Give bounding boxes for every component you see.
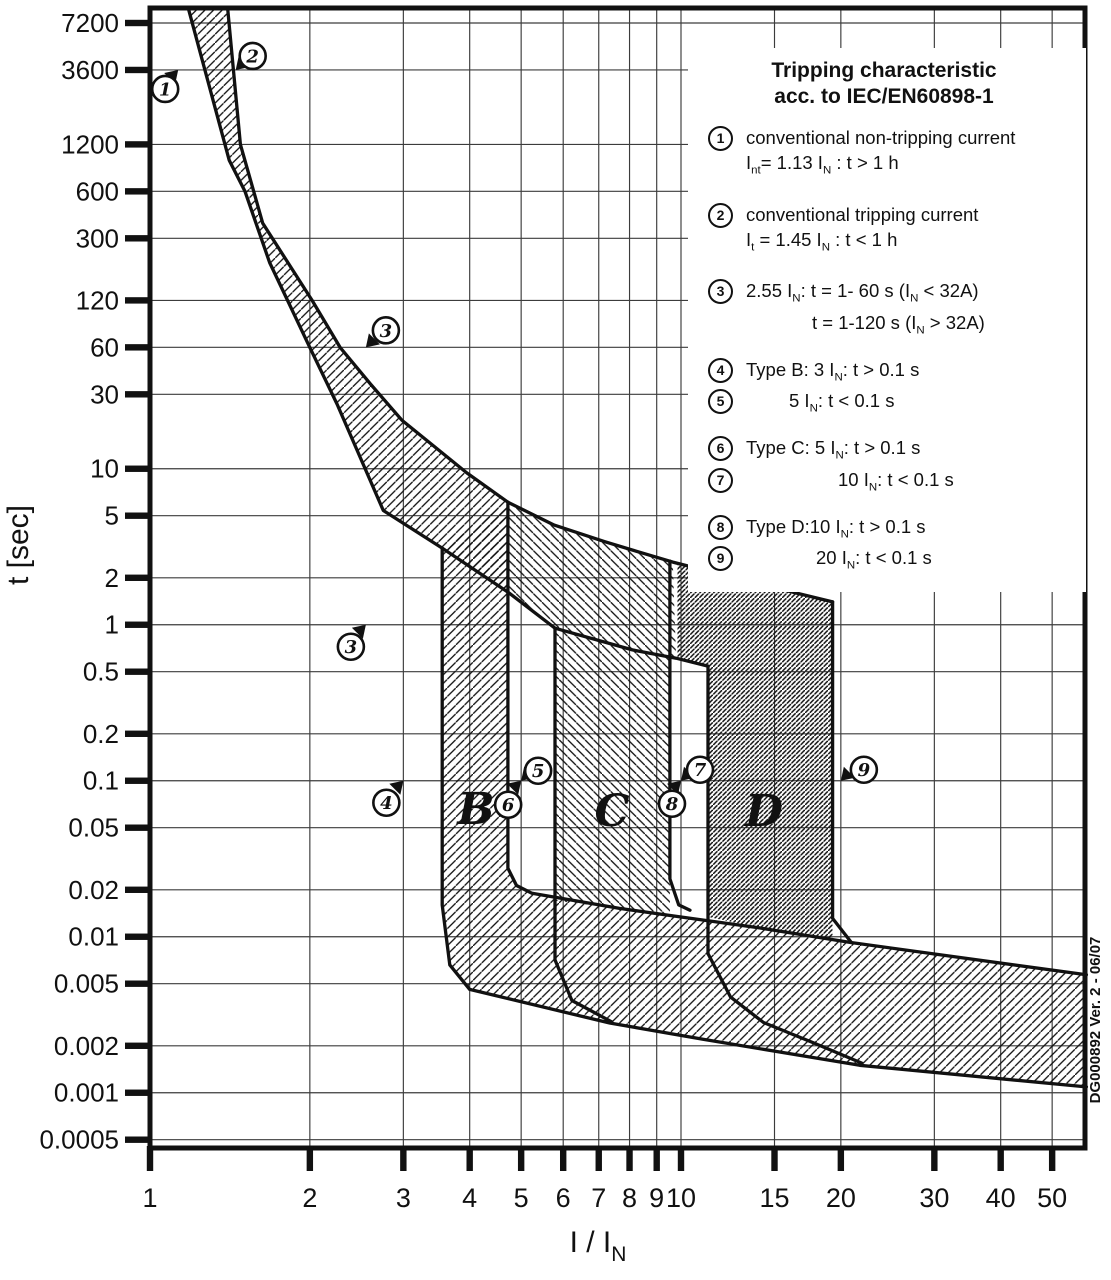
- svg-text:0.1: 0.1: [82, 765, 119, 796]
- legend-title-line2: acc. to IEC/EN60898-1: [774, 85, 994, 108]
- legend-number-8-icon: 8: [708, 515, 733, 540]
- svg-text:0.001: 0.001: [53, 1077, 119, 1108]
- type-letter-C: C: [594, 786, 630, 837]
- svg-text:1200: 1200: [61, 129, 119, 160]
- svg-text:3: 3: [344, 637, 358, 659]
- svg-text:5: 5: [513, 1183, 529, 1213]
- legend-number-5-icon: 5: [708, 389, 733, 414]
- legend-row-text: 20 $I_N$: t < 0.1 s: [816, 547, 932, 572]
- x-axis-title: I / $I_N$: [569, 1226, 627, 1266]
- legend-box: [688, 48, 1086, 592]
- marker-7: [681, 757, 713, 783]
- svg-text:0.005: 0.005: [53, 968, 119, 999]
- svg-text:0.002: 0.002: [53, 1030, 119, 1061]
- svg-text:10: 10: [665, 1183, 697, 1213]
- svg-text:3: 3: [395, 1183, 411, 1213]
- svg-text:7: 7: [693, 760, 707, 782]
- type-letter-D: D: [744, 786, 784, 837]
- svg-text:4: 4: [462, 1183, 478, 1213]
- legend-number-9-icon: 9: [708, 546, 733, 571]
- legend-title: [708, 58, 1060, 110]
- svg-text:0.2: 0.2: [82, 718, 119, 749]
- y-axis-title: t [sec]: [2, 504, 35, 586]
- document-number-note: DG000892 Ver. 2 - 06/07: [1087, 936, 1104, 1104]
- svg-text:40: 40: [985, 1183, 1016, 1213]
- svg-text:300: 300: [75, 223, 119, 254]
- svg-text:5: 5: [104, 500, 119, 531]
- legend-row-text: Type B: 3 $I_N$: t > 0.1 s: [746, 358, 920, 384]
- marker-4: [373, 781, 403, 816]
- legend-row-text: conventional non-tripping current: [746, 127, 1016, 148]
- svg-text:0.02: 0.02: [68, 874, 119, 905]
- svg-text:2: 2: [302, 1183, 318, 1213]
- legend-row-6: [708, 311, 1086, 343]
- legend-title-line1: Tripping characteristic: [771, 59, 997, 82]
- svg-text:5: 5: [531, 761, 545, 783]
- type-c-strip: [555, 628, 670, 916]
- svg-text:2: 2: [104, 562, 119, 593]
- legend-row-1: [708, 126, 1086, 151]
- svg-text:15: 15: [759, 1183, 790, 1213]
- svg-text:4: 4: [380, 793, 393, 815]
- svg-text:600: 600: [75, 176, 119, 207]
- marker-5: [521, 758, 551, 784]
- legend-row-8: [708, 389, 1086, 421]
- legend-row-3: [708, 203, 1086, 228]
- svg-text:3600: 3600: [61, 54, 119, 85]
- svg-text:8: 8: [622, 1183, 638, 1213]
- svg-text:120: 120: [75, 285, 119, 316]
- legend-number-3-icon: 3: [708, 279, 733, 304]
- svg-text:60: 60: [90, 332, 119, 363]
- svg-text:30: 30: [919, 1183, 950, 1213]
- svg-text:0.5: 0.5: [82, 656, 119, 687]
- marker-2: [236, 43, 266, 70]
- type-letter-B: B: [457, 784, 495, 835]
- marker-3: [366, 317, 399, 347]
- legend-row-4: [708, 228, 1086, 260]
- svg-text:9: 9: [857, 760, 871, 782]
- legend-row-text: 10 $I_N$: t < 0.1 s: [838, 468, 954, 494]
- legend-row-text: 5 $I_N$: t < 0.1 s: [789, 390, 895, 416]
- legend-row-10: [708, 468, 1086, 500]
- svg-text:0.01: 0.01: [68, 921, 119, 952]
- legend-number-1-icon: 1: [708, 126, 733, 151]
- svg-text:2: 2: [246, 46, 259, 68]
- legend-number-7-icon: 7: [708, 468, 733, 493]
- legend-row-11: [708, 515, 1086, 547]
- marker-9: [841, 757, 877, 783]
- type-d-strip: [678, 562, 833, 940]
- legend-row-text: conventional tripping current: [746, 203, 979, 225]
- legend-row-12: [708, 546, 1086, 578]
- svg-text:0.05: 0.05: [68, 812, 119, 843]
- svg-text:10: 10: [90, 453, 119, 484]
- legend-row-text: t = 1-120 s $(I_N > 32A)$: [812, 312, 985, 337]
- thermal-band-right: [508, 502, 676, 658]
- svg-text:6: 6: [501, 795, 515, 817]
- svg-text:6: 6: [555, 1183, 571, 1213]
- svg-text:0.0005: 0.0005: [39, 1124, 119, 1155]
- legend-row-9: [708, 436, 1086, 468]
- legend-row-5: [708, 279, 1086, 311]
- svg-text:7: 7: [591, 1183, 607, 1213]
- marker-3: [338, 625, 366, 660]
- legend-row-text: Type D:10 $I_N$: t > 0.1 s: [746, 515, 926, 541]
- legend-row-7: [708, 358, 1086, 390]
- legend-row-text: Type C: 5 $I_N$: t > 0.1 s: [746, 437, 921, 462]
- svg-text:1: 1: [142, 1183, 158, 1213]
- svg-text:8: 8: [665, 794, 679, 816]
- legend-number-6-icon: 6: [708, 436, 733, 461]
- svg-text:20: 20: [825, 1183, 856, 1213]
- legend-row-text: 2.55 $I_N$: t = 1- 60 s $(I_N < 32A)$: [746, 280, 979, 306]
- legend-number-4-icon: 4: [708, 358, 733, 383]
- legend-row-text: $I_{nt}= 1.13$ $I_N$ : t > 1 h: [746, 152, 899, 177]
- legend-items: [708, 126, 1086, 578]
- svg-text:1: 1: [104, 609, 119, 640]
- legend-row-text: $I_t = 1.45$ $I_N$ : t < 1 h: [746, 228, 898, 254]
- svg-text:30: 30: [90, 379, 119, 410]
- svg-text:50: 50: [1037, 1183, 1068, 1213]
- marker-1: [152, 70, 178, 102]
- svg-text:1: 1: [158, 79, 172, 101]
- legend-row-2: [708, 151, 1086, 183]
- legend-number-2-icon: 2: [708, 203, 733, 228]
- svg-text:3: 3: [379, 320, 393, 342]
- svg-text:7200: 7200: [61, 8, 119, 38]
- svg-text:9: 9: [649, 1183, 665, 1213]
